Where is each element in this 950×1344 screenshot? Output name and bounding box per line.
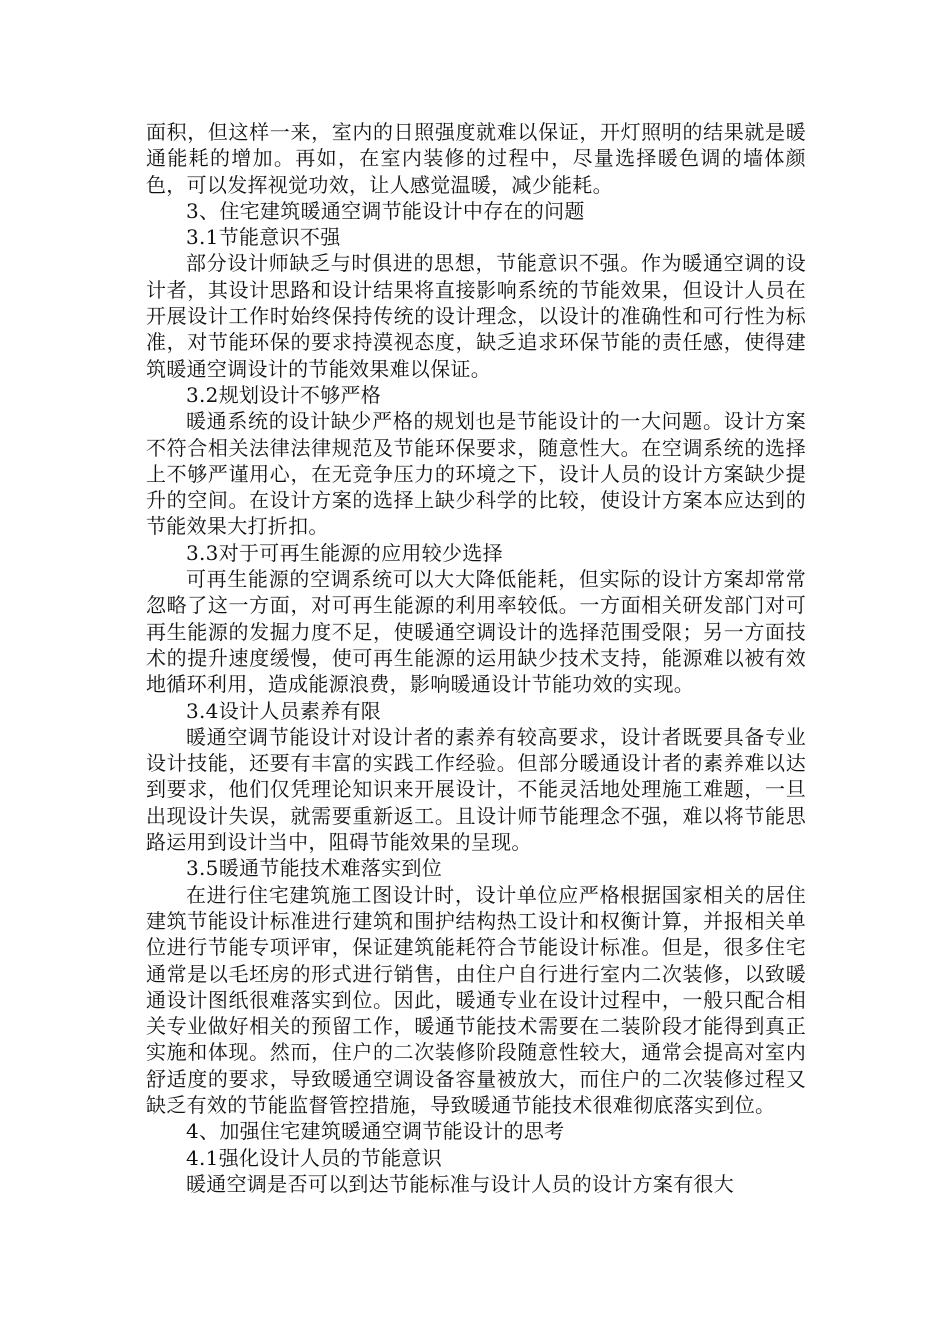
paragraph-3-3: 可再生能源的空调系统可以大大降低能耗，但实际的设计方案却常常忽略了这一方面，对可再生能源的利用率较低。一方面相关研发部门对可再生能源的发掘力度不足，使暖通空调设计的选择范围受限；另一方面技术的提升速度缓慢，使可再生能源的运用缺少技术支持，能源难以被有效地循环利用，造成能源浪费，影响暖通设计节能功效的实现。: [146, 567, 806, 697]
subsection-heading-3-1: 3.1节能意识不强: [186, 225, 341, 250]
subsection-heading-3-4: 3.4设计人员素养有限: [186, 698, 382, 723]
paragraph-4-1: 暖通空调是否可以到达节能标准与设计人员的设计方案有很大: [186, 1171, 735, 1196]
subsection-heading-4-1: 4.1强化设计人员的节能意识: [186, 1145, 443, 1170]
paragraph-3-1: 部分设计师缺乏与时俱进的思想，节能意识不强。作为暖通空调的设计者，其设计思路和设计结果将直接影响系统的节能效果，但设计人员在开展设计工作时始终保持传统的设计理念，以设计的准确性和可行性为标准，对节能环保的要求持漠视态度，缺乏追求环保节能的责任感，使得建筑暖通空调设计的节能效果难以保证。: [146, 251, 806, 381]
paragraph-3-4: 暖通空调节能设计对设计者的素养有较高要求，设计者既要具备专业设计技能，还要有丰富的实践工作经验。但部分暖通设计者的素养难以达到要求，他们仅凭理论知识来开展设计，不能灵活地处理施工难题，一旦出现设计失误，就需要重新返工。且设计师节能理念不强，难以将节能思路运用到设计当中，阻碍节能效果的呈现。: [146, 724, 806, 855]
section-heading-3: 3、住宅建筑暖通空调节能设计中存在的问题: [186, 198, 585, 223]
document-page: [146, 119, 806, 1197]
paragraph-3-5: 在进行住宅建筑施工图设计时，设计单位应严格根据国家相关的居住建筑节能设计标准进行建筑和围护结构热工设计和权衡计算，并报相关单位进行节能专项评审，保证建筑能耗符合节能设计标准。但是，很多住宅通常是以毛坯房的形式进行销售，由住户自行进行室内二次装修，以致暖通设计图纸很难落实到位。因此，暖通专业在设计过程中，一般只配合相关专业做好相关的预留工作，暖通节能技术需要在二装阶段才能得到真正实施和体现。然而，住户的二次装修阶段随意性较大，通常会提高对室内舒适度的要求，导致暖通空调设备容量被放大，而住户的二次装修过程又缺乏有效的节能监督管控措施，导致暖通节能技术很难彻底落实到位。: [146, 882, 806, 1117]
paragraph-continued: 面积，但这样一来，室内的日照强度就难以保证，开灯照明的结果就是暖通能耗的增加。再如，在室内装修的过程中，尽量选择暖色调的墙体颜色，可以发挥视觉功效，让人感觉温暖，减少能耗。: [146, 120, 806, 197]
subsection-heading-3-3: 3.3对于可再生能源的应用较少选择: [186, 540, 503, 565]
section-heading-4: 4、加强住宅建筑暖通空调节能设计的思考: [186, 1119, 565, 1144]
subsection-heading-3-2: 3.2规划设计不够严格: [186, 382, 382, 407]
paragraph-3-2: 暖通系统的设计缺少严格的规划也是节能设计的一大问题。设计方案不符合相关法律法律规范及节能环保要求，随意性大。在空调系统的选择上不够严谨用心，在无竞争压力的环境之下，设计人员的设计方案缺少提升的空间。在设计方案的选择上缺少科学的比较，使设计方案本应达到的节能效果大打折扣。: [146, 409, 806, 539]
subsection-heading-3-5: 3.5暖通节能技术难落实到位: [186, 856, 443, 881]
